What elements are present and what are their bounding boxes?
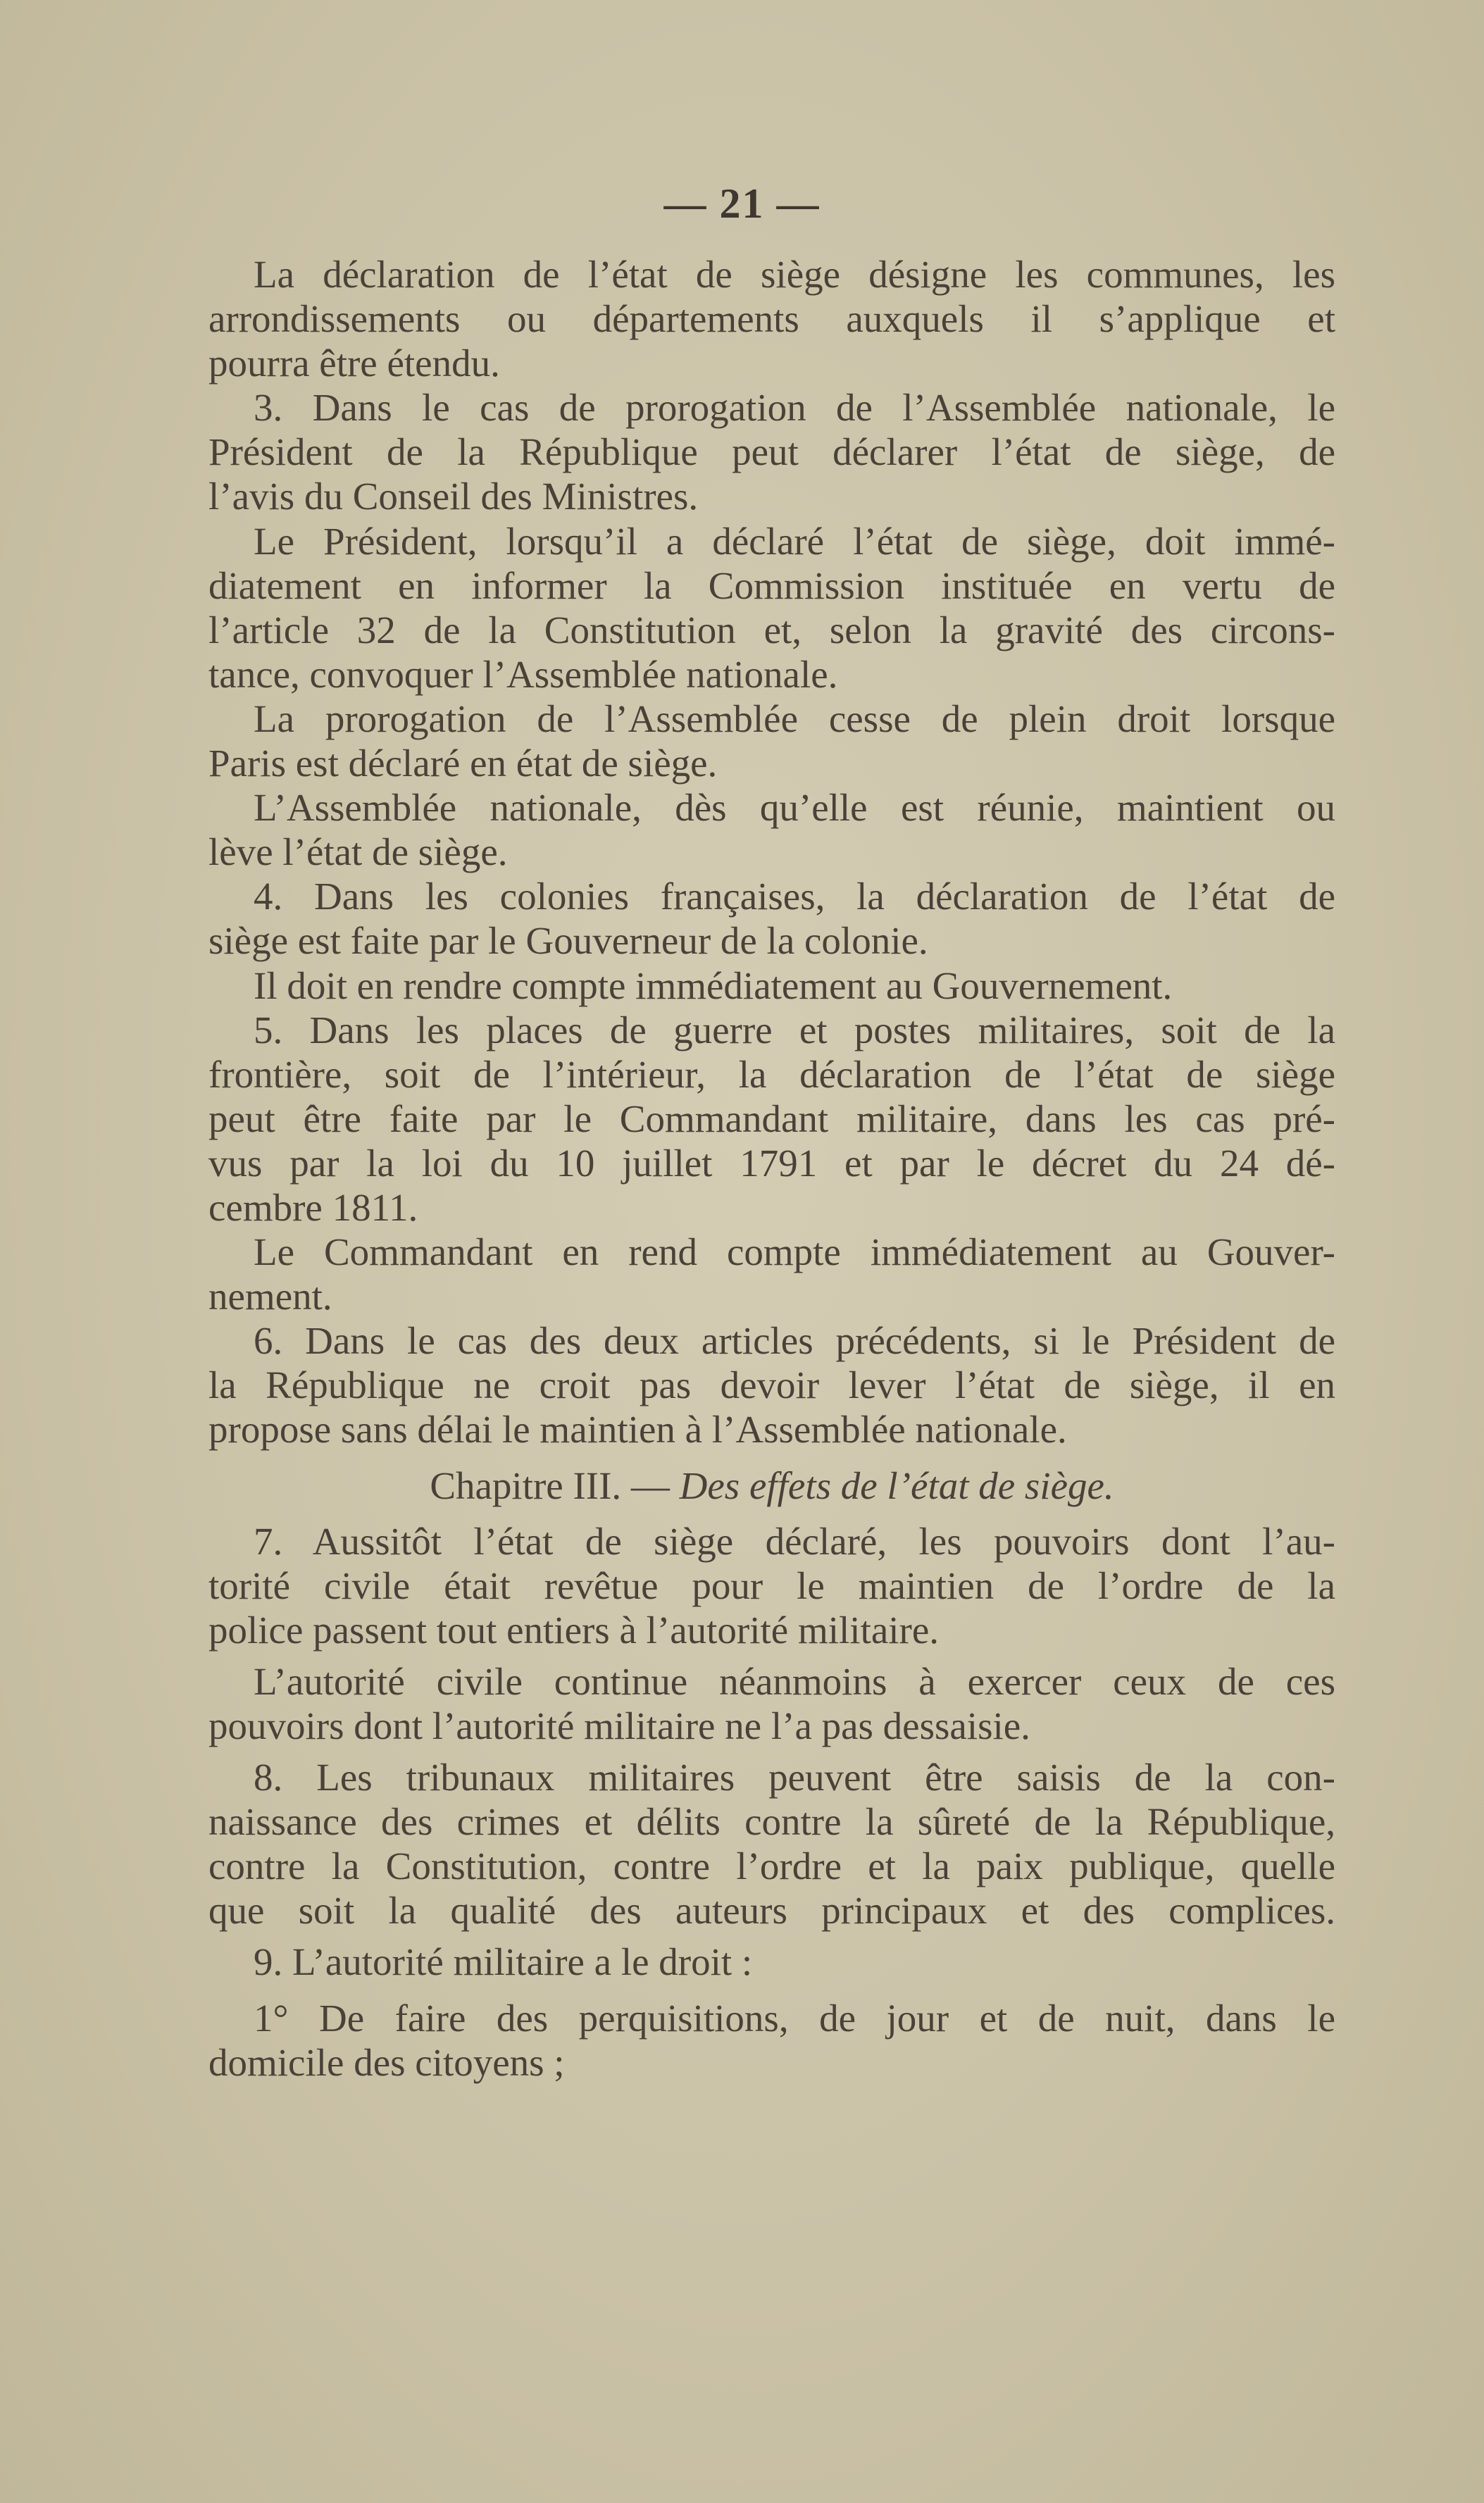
text-line: Président de la République peut déclarer l’état de siège, de (208, 430, 1335, 474)
text-line: torité civile était revêtue pour le maintien de l’ordre de la (208, 1563, 1335, 1607)
text-line: pourra être étendu. (208, 342, 500, 385)
text-line: tance, convoquer l’Assemblée nationale. (208, 652, 838, 696)
text-line: frontière, soit de l’intérieur, la déclaration de l’état de siège (208, 1052, 1335, 1096)
article-text-before (208, 252, 1335, 1452)
text-line: 1° De faire des perquisitions, de jour et de nuit, dans le (254, 1996, 1335, 2040)
text-line: cembre 1811. (208, 1185, 418, 1229)
text-line: siège est faite par le Gouverneur de la colonie. (208, 919, 928, 963)
chapter-heading-title: Des effets de l’état de siège. (679, 1463, 1114, 1507)
text-line: contre la Constitution, contre l’ordre et la paix publique, quelle (208, 1845, 1335, 1888)
page-number: — 21 — (663, 180, 821, 227)
text-line: l’avis du Conseil des Ministres. (208, 475, 699, 518)
text-line: lève l’état de siège. (208, 830, 508, 874)
text-line: 6. Dans le cas des deux articles précédents, si le Président de (254, 1319, 1335, 1363)
text-line: L’autorité civile continue néanmoins à exercer ceux de ces (254, 1659, 1335, 1703)
text-line: pouvoirs dont l’autorité militaire ne l’a pas dessaisie. (208, 1704, 1030, 1747)
text-line: naissance des crimes et délits contre la sûreté de la République, (208, 1800, 1335, 1844)
text-line: diatement en informer la Commission instituée en vertu de (208, 563, 1335, 607)
text-line: Le Président, lorsqu’il a déclaré l’état de siège, doit immé- (254, 519, 1335, 563)
text-line: domicile des citoyens ; (208, 2040, 565, 2084)
text-line: Le Commandant en rend compte immédiatement au Gouver- (254, 1230, 1335, 1274)
text-line: Paris est déclaré en état de siège. (208, 742, 718, 785)
text-line: 7. Aussitôt l’état de siège déclaré, les pouvoirs dont l’au- (254, 1519, 1335, 1563)
text-line: La prorogation de l’Assemblée cesse de plein droit lorsque (254, 697, 1335, 740)
text-line: arrondissements ou départements auxquels il s’applique et (208, 297, 1335, 341)
text-line: La déclaration de l’état de siège désigne les communes, les (254, 253, 1335, 296)
text-line: police passent tout entiers à l’autorité militaire. (208, 1608, 940, 1652)
text-line: 8. Les tribunaux militaires peuvent être saisis de la con- (254, 1756, 1335, 1799)
body-text (208, 252, 1335, 2085)
text-line: 5. Dans les places de guerre et postes militaires, soit de la (254, 1008, 1335, 1051)
chapter-heading-prefix: Chapitre III. — (430, 1463, 680, 1507)
chapter-heading (208, 1463, 1335, 1508)
text-line: L’Assemblée nationale, dès qu’elle est réunie, maintient ou (254, 786, 1335, 830)
text-line: nement. (208, 1275, 332, 1318)
text-line: 4. Dans les colonies françaises, la déclaration de l’état de (254, 875, 1335, 918)
text-line: 9. L’autorité militaire a le droit : (254, 1940, 753, 1984)
text-line: Il doit en rendre compte immédiatement au Gouvernement. (254, 963, 1173, 1007)
text-line: propose sans délai le maintien à l’Assemblée nationale. (208, 1408, 1067, 1452)
text-line: la République ne croit pas devoir lever l’état de siège, il en (208, 1363, 1335, 1407)
text-line: peut être faite par le Commandant militaire, dans les cas pré- (208, 1097, 1335, 1140)
text-line: 3. Dans le cas de prorogation de l’Assemblée nationale, le (254, 386, 1335, 430)
text-line: que soit la qualité des auteurs principaux et des complices. (208, 1889, 1335, 1933)
article-text-after (208, 1519, 1335, 2085)
text-line: l’article 32 de la Constitution et, selon la gravité des circons- (208, 608, 1335, 651)
text-line: vus par la loi du 10 juillet 1791 et par le décret du 24 dé- (208, 1141, 1335, 1185)
